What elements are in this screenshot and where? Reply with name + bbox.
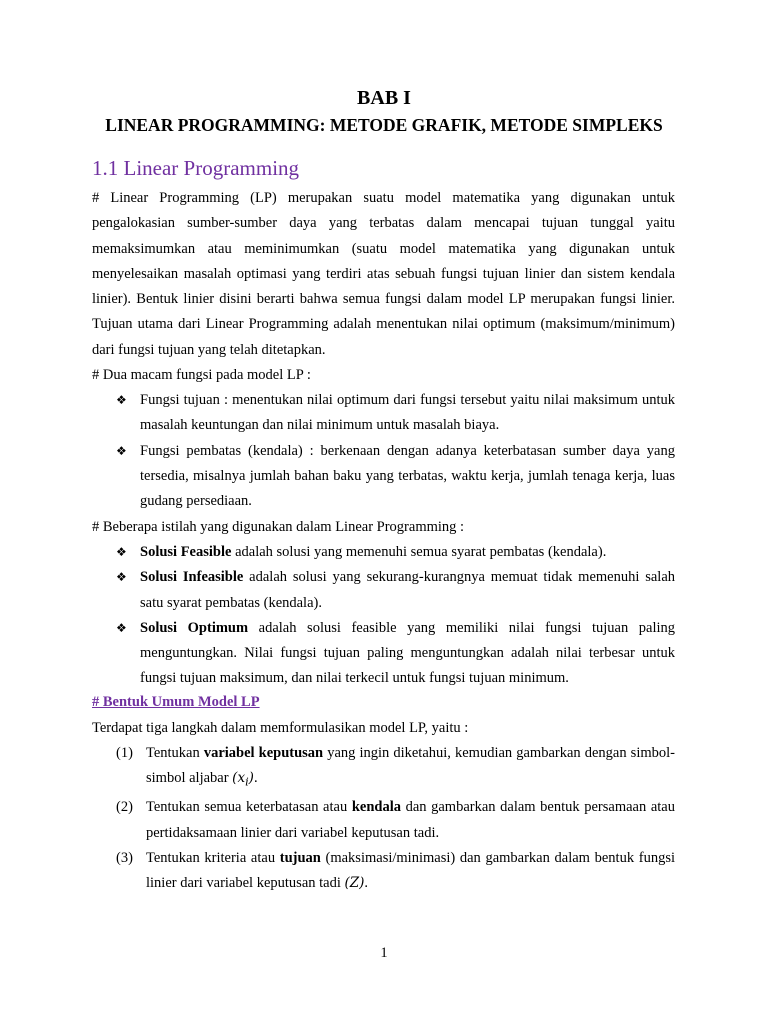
functions-list (116, 388, 675, 514)
diamond-bullet-icon: ❖ (116, 443, 127, 458)
list-item (116, 439, 675, 515)
step-keyword: kendala (351, 799, 401, 816)
functions-heading: # Dua macam fungsi pada model LP : (92, 367, 311, 383)
page-number: 1 (380, 945, 388, 961)
section-heading: 1.1 Linear Programming (92, 156, 300, 180)
terms-list (116, 540, 675, 692)
list-item (116, 565, 675, 616)
steps-intro: Terdapat tiga langkah dalam memformulasikan model LP, yaitu : (92, 720, 469, 736)
step-number: (2) (116, 799, 133, 816)
diamond-bullet-icon: ❖ (116, 393, 127, 407)
step-keyword: tujuan (279, 849, 321, 866)
step-text: Tentukan (146, 745, 204, 761)
list-item (116, 388, 675, 439)
terms-heading: # Beberapa istilah yang digunakan dalam Linear Programming : (92, 519, 465, 535)
step-number: (3) (116, 849, 133, 866)
step-text: Tentukan kriteria atau (146, 849, 280, 866)
list-item: (3) Tentukan kriteria atau tujuan (maksimasi/minimasi) dan gambarkan dalam bentuk fungsi linier dari variabel keputusan tadi (Z). (116, 846, 675, 897)
step-text: yang ingin diketahui, kemudian gambarkan dengan simbol-simbol aljabar (146, 745, 675, 787)
math-expression: (Z) (344, 875, 365, 892)
step-text: Tentukan semua keterbatasan atau (146, 799, 352, 816)
step-text: dan gambarkan dalam bentuk persamaan atau pertidaksamaan linier dari variabel keputusan tadi. (146, 799, 675, 841)
term-label: Solusi Optimum (140, 619, 249, 636)
term-description: adalah solusi yang memenuhi semua syarat pembatas (kendala). (231, 544, 607, 560)
list-item (116, 795, 675, 846)
chapter-title: LINEAR PROGRAMMING: METODE GRAFIK, METODE SIMPLEKS (105, 115, 663, 135)
steps-list (116, 741, 675, 896)
step-number: (1) (116, 745, 133, 761)
diamond-bullet-icon: ❖ (116, 545, 127, 559)
step-keyword: variabel keputusan (203, 745, 324, 761)
bentuk-umum-heading: # Bentuk Umum Model LP (92, 694, 260, 710)
term-label: Solusi Feasible (140, 544, 232, 560)
function-pembatas-text: Fungsi pembatas (kendala) : berkenaan dengan adanya keterbatasan sumber daya yang tersedia, misalnya jumlah bahan baku yang terbatas, waktu kerja, jumlah tenaga kerja, luas gudang persediaan. (140, 442, 675, 510)
diamond-bullet-icon: ❖ (116, 620, 127, 635)
intro-paragraph: # Linear Programming (LP) merupakan suatu model matematika yang digunakan untuk pengalokasian sumber-sumber daya yang terbatas dalam mencapai tujuan tunggal yaitu memaksimumkan atau meminimumkan (suatu model matematika yang digunakan untuk menyelesaikan masalah optimasi yang terdiri atas sebuah fungsi tujuan linier dan sistem kendala linier). Bentuk linier disini berarti bahwa semua fungsi dalam model LP merupakan fungsi linier. Tujuan utama dari Linear Programming adalah menentukan nilai optimum (maksimum/minimum) dari fungsi tujuan yang telah ditetapkan. (92, 190, 675, 358)
diamond-bullet-icon: ❖ (116, 570, 127, 585)
chapter-label: BAB I (357, 87, 411, 109)
step-text: (maksimasi/minimasi) dan gambarkan dalam bentuk fungsi linier dari variabel keputusan tadi (146, 849, 675, 892)
math-expression: $(x_i)$ (232, 770, 254, 789)
list-item (116, 540, 675, 565)
function-tujuan-text: Fungsi tujuan : menentukan nilai optimum dari fungsi tersebut yaitu nilai maksimum untuk masalah keuntungan dan nilai minimum untuk masalah biaya. (140, 392, 675, 434)
term-label: Solusi Infeasible (140, 569, 244, 586)
list-item: (1) Tentukan variabel keputusan yang ingin diketahui, kemudian gambarkan dengan simbol-simbol aljabar $(x_i)$. (116, 741, 675, 795)
list-item (116, 616, 675, 692)
term-description: adalah solusi feasible yang memiliki nilai fungsi tujuan paling menguntungkan. Nilai fungsi tujuan paling menguntungkan adalah nilai terbesar untuk fungsi tujuan maksimum, dan nilai terkecil untuk fungsi tujuan minimum. (140, 619, 675, 687)
term-description: adalah solusi yang sekurang-kurangnya memuat tidak memenuhi salah satu syarat pembatas (kendala). (140, 569, 676, 611)
